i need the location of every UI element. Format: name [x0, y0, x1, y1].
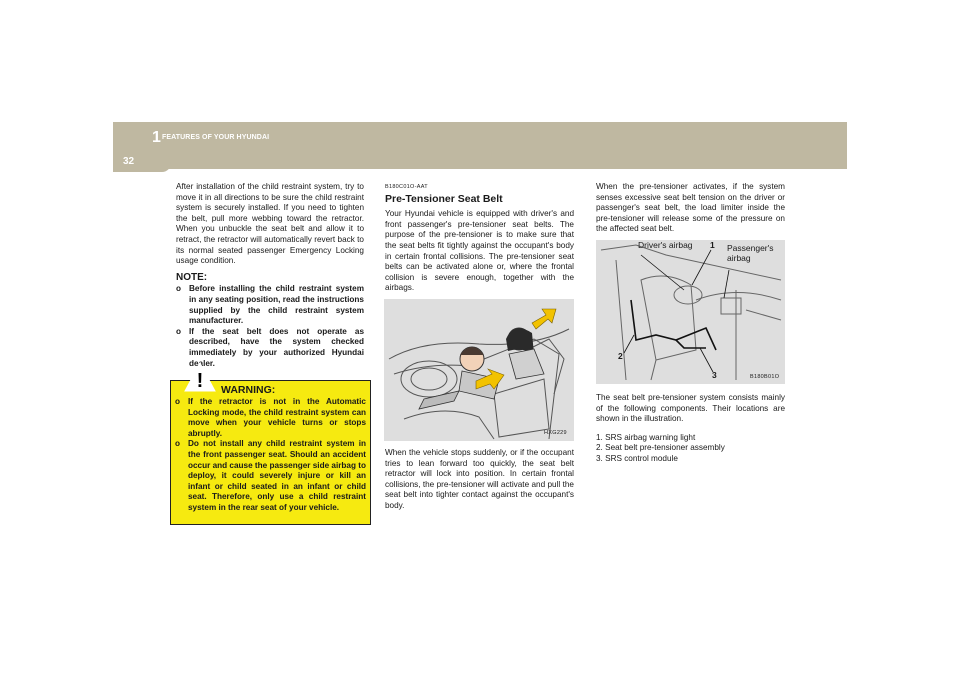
- callout-3: 3: [712, 370, 717, 380]
- figure-code: B180B01O: [750, 374, 780, 380]
- sudden-stop-paragraph: When the vehicle stops suddenly, or if the occupant tries to lean forward too quickly, the seat belt retractor will lock into position. In certain frontal collisions, the pre-tensioner will activate and pull the seat belt into tighter contact against the occupant's body.: [385, 448, 574, 510]
- note-list: [176, 284, 364, 369]
- column-1: [176, 182, 364, 369]
- chapter-number: 1: [152, 129, 161, 146]
- component-item: 1. SRS airbag warning light: [596, 432, 696, 442]
- chapter-title: FEATURES OF YOUR HYUNDAI: [162, 134, 270, 141]
- callout-1: 1: [710, 240, 715, 250]
- warning-list: [175, 397, 366, 514]
- note-title: NOTE:: [176, 271, 208, 283]
- section-code: B180C01O-AAT: [385, 184, 428, 190]
- passengers-airbag-label-1: Passenger's: [727, 243, 774, 253]
- component-item: 3. SRS control module: [596, 453, 678, 463]
- child-restraint-paragraph: After installation of the child restraint system, try to move it in all directions to be sure the child restraint system is securely installed. If you need to tighten the belt, pull more webbing toward the retractor. When you unbuckle the seat belt and allow it to retract, the retractor will automatically revert back to its normal seated passenger Emergency Locking usage condition.: [176, 182, 364, 266]
- components-location-drawing: [596, 240, 785, 384]
- column-3-body: [596, 393, 785, 465]
- column-2-body: [385, 448, 574, 512]
- column-3: [596, 182, 785, 235]
- header-band: [113, 122, 847, 169]
- component-item: 2. Seat belt pre-tensioner assembly: [596, 443, 725, 453]
- components-list: [596, 433, 785, 465]
- warning-title: WARNING:: [221, 384, 276, 396]
- load-limiter-paragraph: When the pre-tensioner activates, if the system senses excessive seat belt tension on the driver or passenger's seat belt, the load limiter inside the pre-tensioner will release some of the pressure on the affected seat belt.: [596, 182, 785, 234]
- warning-item: o Do not install any child restraint system in the front passenger seat. Should an accident occur and cause the passenger side airbag to deploy, it could severely injure or kill an infant or child seated in an infant or child seat. Therefore, only use a child restraint system in the rear seat of your vehicle.: [175, 439, 366, 512]
- car-interior-drawing: [384, 299, 574, 441]
- components-illustration: [596, 240, 785, 384]
- page-number-tab: [113, 154, 171, 172]
- note-item: o If the seat belt does not operate as described, have the system checked immediately by your authorized Hyundai dealer.: [176, 326, 364, 368]
- figure-code: HXG229: [544, 430, 567, 436]
- warning-item: o If the retractor is not in the Automatic Locking mode, the child restraint system can move when your vehicle turns or stops abruptly.: [175, 397, 366, 438]
- section-title: Pre-Tensioner Seat Belt: [385, 192, 503, 205]
- callout-2: 2: [618, 351, 623, 361]
- components-paragraph: The seat belt pre-tensioner system consists mainly of the following components. Their locations are shown in the illustration.: [596, 393, 785, 424]
- page-number: 32: [123, 156, 135, 167]
- passengers-airbag-label-2: airbag: [727, 253, 751, 263]
- note-item: o Before installing the child restraint system in any seating position, read the instructions supplied by the child restraint system manufacturer.: [176, 284, 364, 326]
- pretensioner-intro: Your Hyundai vehicle is equipped with driver's and front passenger's pre-tensioner seat belts. The purpose of the pre-tensioner is to make sure that the seat belts fit tightly against the occupant's body in certain frontal collisions. The pre-tensioner seat belts can be activated alone or, where the frontal collision is severe enough, together with the airbags.: [385, 209, 574, 293]
- svg-text:!: !: [196, 370, 204, 392]
- pretensioner-illustration: [384, 299, 574, 441]
- warning-triangle-icon: [184, 362, 216, 392]
- column-2: [385, 182, 574, 294]
- drivers-airbag-label: Driver's airbag: [638, 240, 693, 250]
